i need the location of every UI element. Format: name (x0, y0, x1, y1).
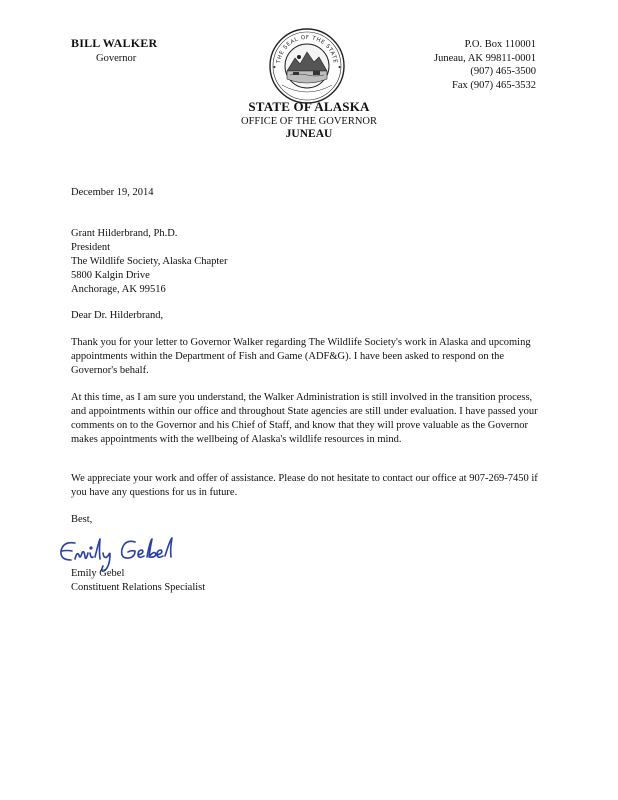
recipient-line: 5800 Kalgin Drive (71, 270, 150, 281)
signer-title: Constituent Relations Specialist (71, 582, 206, 593)
letterhead-office: OFFICE OF THE GOVERNOR (240, 116, 378, 127)
state-seal-icon (268, 27, 346, 105)
salutation: Dear Dr. Hilderbrand, (71, 310, 164, 321)
address-line: (907) 465-3500 (470, 66, 536, 77)
address-line: Juneau, AK 99811-0001 (434, 52, 536, 64)
recipient-address (71, 227, 546, 297)
governor-name: BILL WALKER (71, 36, 158, 50)
recipient-line: The Wildlife Society, Alaska Chapter (71, 256, 228, 267)
signer-name: Emily Gebel (71, 568, 125, 579)
recipient-line: Anchorage, AK 99516 (71, 284, 166, 295)
letter-date: December 19, 2014 (71, 187, 154, 198)
recipient-line: Grant Hilderbrand, Ph.D. (71, 228, 178, 239)
signer-block (71, 567, 546, 595)
letterhead-state: STATE OF ALASKA (248, 99, 370, 114)
recipient-line: President (71, 242, 111, 253)
body-paragraph: We appreciate your work and offer of assistance. Please do not hesitate to contact our office at 907-269-7450 if you have any questions for us in future. (71, 473, 538, 498)
governor-title: Governor (96, 53, 137, 64)
body-paragraph: At this time, as I am sure you understand, the Walker Administration is still involved in the transition process, and appointments within our office and throughout State agencies are still under evaluation. I have passed your comments on to the Governor and his Chief of Staff, and know that they will prove valuable as the Governor makes appointments with the wellbeing of Alaska's wildlife resources in mind. (71, 392, 538, 445)
governor-block (71, 36, 181, 64)
address-line: Fax (907) 465-3532 (452, 79, 536, 91)
letterhead (0, 99, 618, 140)
closing: Best, (71, 514, 93, 525)
body-paragraph: Thank you for your letter to Governor Walker regarding The Wildlife Society's work in Alaska and upcoming appointments within the Department of Fish and Game (ADF&G). I have been asked to respond on the Governor's behalf. (71, 337, 531, 376)
seal-text: THE SEAL OF THE STATE (276, 34, 338, 64)
address-block (434, 38, 536, 92)
address-line: P.O. Box 110001 (464, 39, 536, 50)
letterhead-city: JUNEAU (285, 128, 333, 140)
